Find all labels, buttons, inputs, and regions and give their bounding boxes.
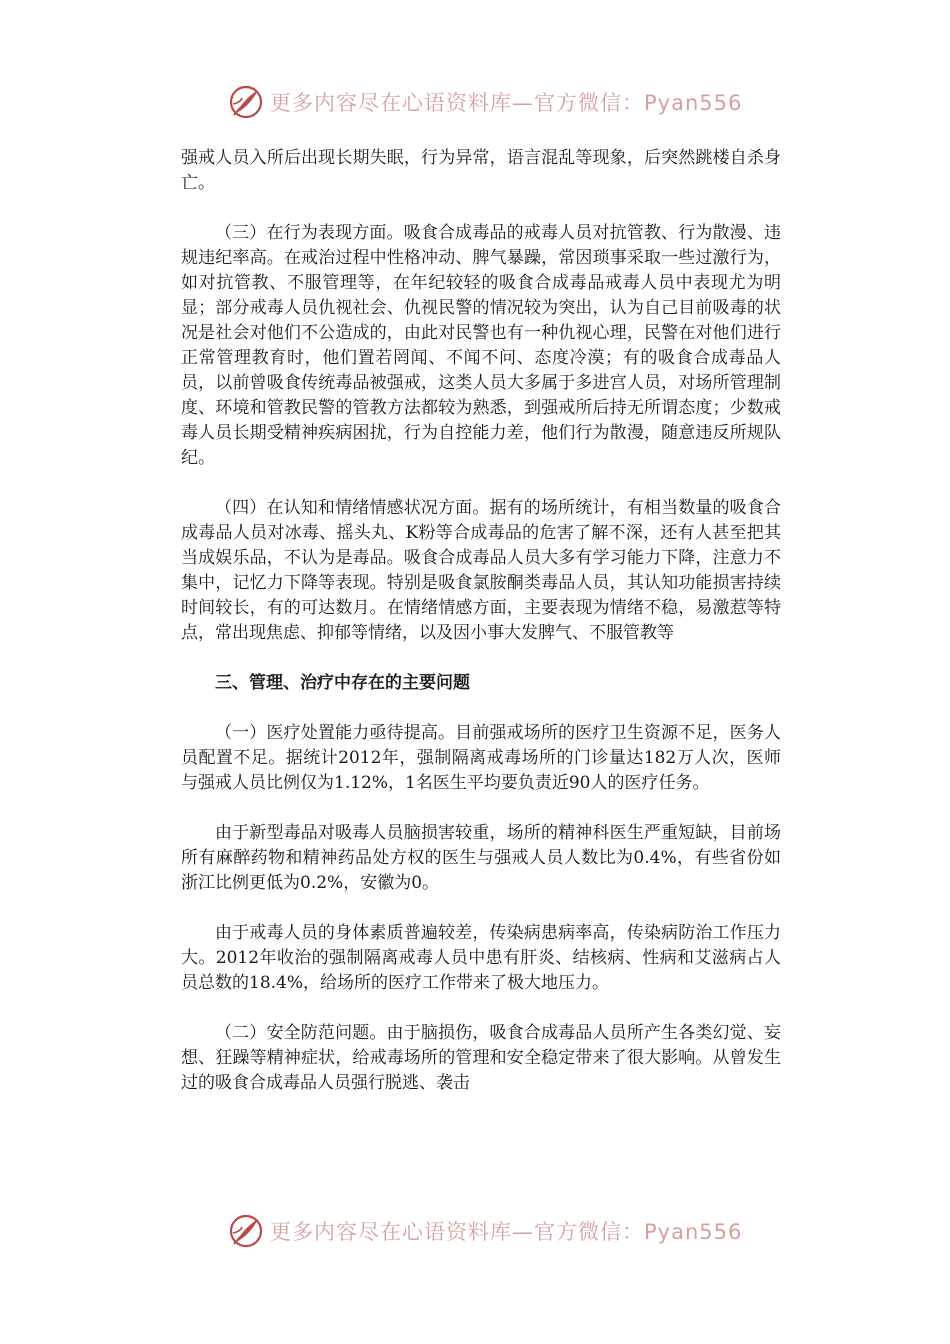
header-banner xyxy=(228,82,742,122)
paragraph-continuation: 强戒人员入所后出现长期失眠，行为异常，语言混乱等现象，后突然跳楼自杀身亡。 xyxy=(181,148,781,193)
paragraph-behavior: （三）在行为表现方面。吸食合成毒品的戒毒人员对抗管教、行为散漫、违规违纪率高。在戒治过程中性格冲动、脾气暴躁，常因琐事采取一些过激行为，如对抗管教、不服管理等，在年纪较轻的吸食合成毒品戒毒人员中表现尤为明显；部分戒毒人员仇视社会、仇视民警的情况较为突出，认为自己目前吸毒的状况是社会对他们不公造成的，由此对民警也有一种仇视心理，民警在对他们进行正常管理教育时，他们置若罔闻、不闻不问、态度冷漠；有的吸食合成毒品人员，以前曾吸食传统毒品被强戒，这类人员大多属于多进宫人员，对场所管理制度、环境和管教民警的管教方法都较为熟悉，到强戒所后持无所谓态度；少数戒毒人员长期受精神疾病困扰，行为自控能力差，他们行为散漫，随意违反所规队纪。 xyxy=(181,223,781,468)
banner-text: 更多内容尽在心语资料库—官方微信：Pyan556 xyxy=(270,1220,743,1244)
paragraph-psychiatry-shortage: 由于新型毒品对吸毒人员脑损害较重，场所的精神科医生严重短缺，目前场所有麻醉药物和精神药品处方权的医生与强戒人员人数比为0.4%，有些省份如浙江比例更低为0.2%，安徽为0。 xyxy=(181,823,781,893)
paragraph-security: （二）安全防范问题。由于脑损伤，吸食合成毒品人员所产生各类幻觉、妄想、狂躁等精神症状，给戒毒场所的管理和安全稳定带来了很大影响。从曾发生过的吸食合成毒品人员强行脱逃、袭击 xyxy=(181,1023,781,1093)
paragraph-cognition: （四）在认知和情绪情感状况方面。据有的场所统计，有相当数量的吸食合成毒品人员对冰毒、摇头丸、K粉等合成毒品的危害了解不深，还有人甚至把其当成娱乐品，不认为是毒品。吸食合成毒品人员大多有学习能力下降，注意力不集中，记忆力下降等表现。特别是吸食氯胺酮类毒品人员，其认知功能损害持续时间较长，有的可达数月。在情绪情感方面，主要表现为情绪不稳，易激惹等特点，常出现焦虑、抑郁等情绪，以及因小事大发脾气、不服管教等 xyxy=(181,498,781,643)
paragraph-medical-capacity: （一）医疗处置能力亟待提高。目前强戒场所的医疗卫生资源不足，医务人员配置不足。据统计2012年，强制隔离戒毒场所的门诊量达182万人次，医师与强戒人员比例仅为1.12%，1名医生平均要负责近90人的医疗任务。 xyxy=(181,723,781,793)
banner-text: 更多内容尽在心语资料库—官方微信：Pyan556 xyxy=(270,91,743,115)
section-heading: 三、管理、治疗中存在的主要问题 xyxy=(215,673,470,693)
quill-logo-icon xyxy=(228,84,264,120)
document-body xyxy=(181,146,781,1121)
paragraph-infectious-disease: 由于戒毒人员的身体素质普遍较差，传染病患病率高，传染病防治工作压力大。2012年收治的强制隔离戒毒人员中患有肝炎、结核病、性病和艾滋病占人员总数的18.4%，给场所的医疗工作带来了极大地压力。 xyxy=(181,923,781,993)
quill-logo-icon xyxy=(228,1213,264,1249)
footer-banner xyxy=(228,1211,742,1251)
